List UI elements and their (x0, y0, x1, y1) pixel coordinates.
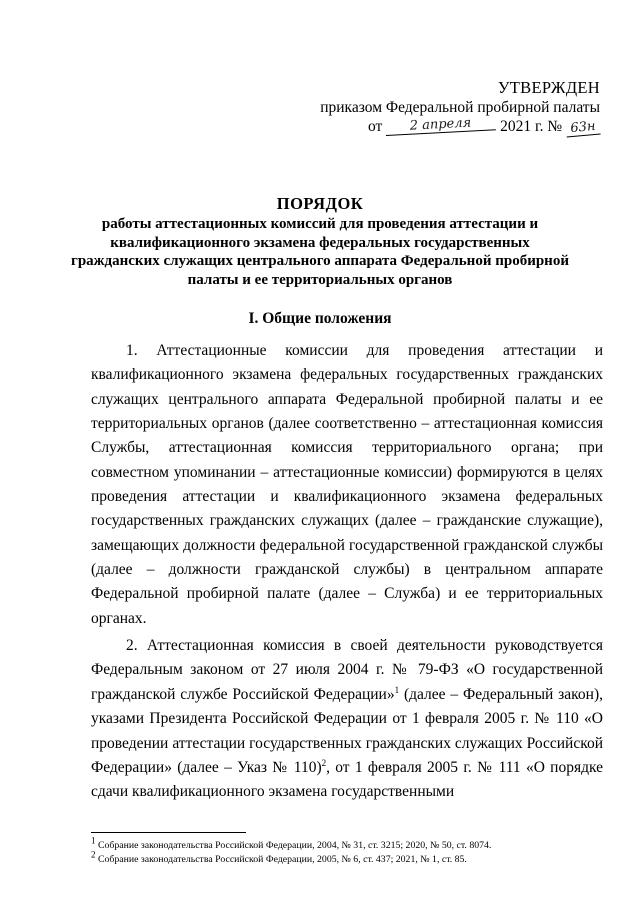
paragraph-2 (91, 634, 603, 804)
document-title: ПОРЯДОК (276, 194, 364, 213)
subtitle-line: квалификационного экзамена федеральных государственных (110, 234, 530, 251)
date-prefix: от (368, 118, 383, 135)
footnote-text: Собрание законодательства Российской Федерации, 2005, № 6, ст. 437; 2021, № 1, ст. 85. (95, 853, 467, 865)
year-number-label: 2021 г. № (500, 118, 563, 135)
footnote-mark: 2 (91, 849, 96, 860)
paragraph-2-text-c: , от 1 февраля 2005 г. № 111 «О порядке сдачи квалификационного экзамена государственными (91, 758, 604, 801)
subtitle-line: палаты и ее территориальных органов (187, 272, 453, 289)
footnote-ref-1: 1 (394, 684, 400, 695)
document-body (91, 339, 603, 805)
footnotes (91, 835, 611, 866)
document-subtitle (60, 215, 580, 290)
paragraph-2-text-b: (далее – Федеральный закон), указами Президента Российской Федерации от 1 февраля 2005 г. № 110 «О проведении аттестации государственных гражданских служащих Российской Федерации» (далее – Указ № 110) (91, 685, 603, 776)
paragraph-1: 1. Аттестационные комиссии для проведения аттестации и квалификационного экзамена федеральных государственных гражданских служащих центрального аппарата Федеральной пробирной палаты и ее территориальных органов (далее соответственно – аттестационная комиссия Службы, аттестационная комиссия территориального органа; при совместном упоминании – аттестационные комиссии) формируются в целях проведения аттестации и квалификационного экзамена федеральных государственных гражданских служащих (далее – гражданские служащие), замещающих должности федеральной государственной гражданской службы (далее – должности гражданской службы) в центральном аппарате Федеральной пробирной палате (далее – Служба) и ее территориальных органах. (91, 342, 603, 627)
paragraph-2-text-a: 2. Аттестационная комиссия в своей деятельности руководствуется Федеральным законом от 27 июля 2004 г. № 79-ФЗ «О государственной гражданской службе Российской Федерации» (91, 637, 603, 703)
handwritten-date: 2 апреля (385, 114, 496, 136)
document-heading (60, 194, 580, 290)
approval-order-by: приказом Федеральной пробирной палаты (320, 99, 600, 116)
footnote-ref-2: 2 (321, 757, 327, 768)
handwritten-order-number: 63н (565, 119, 600, 138)
approval-title: УТВЕРЖДЕН (497, 78, 600, 97)
footnote-text: Собрание законодательства Российской Федерации, 2004, № 31, ст. 3215; 2020, № 50, ст. 8074. (95, 840, 492, 851)
footnote-mark: 1 (91, 835, 96, 846)
subtitle-line: гражданских служащих центрального аппарата Федеральной пробирной (71, 253, 569, 270)
approval-date-line (300, 117, 600, 136)
footnote-divider (91, 832, 246, 833)
section-title: I. Общие положения (248, 310, 392, 327)
footnote-1 (91, 835, 611, 853)
subtitle-line: работы аттестационных комиссий для проведения аттестации и (101, 216, 539, 232)
footnote-2 (91, 849, 611, 867)
approval-stamp-block (300, 78, 600, 136)
